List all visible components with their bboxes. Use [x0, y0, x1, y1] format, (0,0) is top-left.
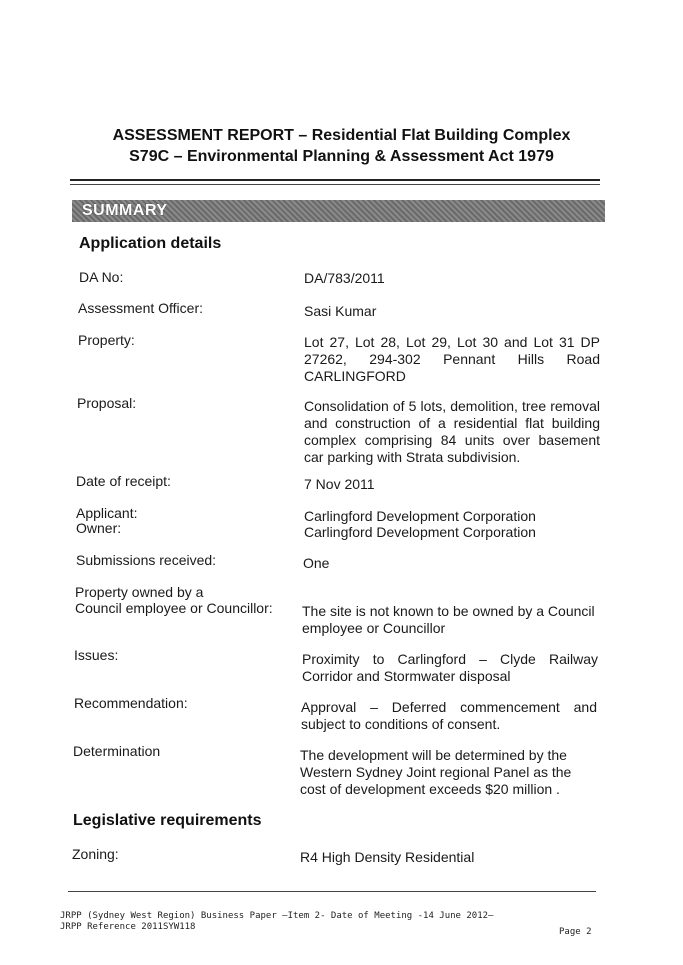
zoning-label: Zoning: — [72, 846, 119, 862]
footer-rule — [68, 891, 596, 892]
determination-label: Determination — [73, 743, 161, 759]
recommendation-label: Recommendation: — [74, 695, 188, 711]
title-rule-thick — [70, 179, 600, 181]
date-of-receipt-label: Date of receipt: — [76, 473, 171, 489]
page-number: Page 2 — [559, 927, 592, 937]
summary-label: SUMMARY — [82, 202, 168, 219]
owner-label: Owner: — [76, 520, 122, 536]
proposal-label: Proposal: — [77, 395, 137, 411]
assessment-officer-label: Assessment Officer: — [78, 300, 204, 316]
recommendation-value: Approval – Deferred commencement and subject to conditions of consent. — [301, 699, 597, 732]
proposal-value: Consolidation of 5 lots, demolition, tree removal and construction of a residential flat building complex comprising 84 units over basement car parking with Strata subdivision. — [304, 398, 600, 465]
footer-line-1: JRPP (Sydney West Region) Business Paper –Item 2- Date of Meeting -14 June 2012– — [60, 911, 494, 921]
owner-value: Carlingford Development Corporation — [304, 524, 536, 540]
report-title-line-1: ASSESSMENT REPORT – Residential Flat Building Complex — [112, 127, 571, 144]
summary-banner — [72, 200, 605, 222]
issues-label: Issues: — [74, 647, 119, 663]
da-no-label: DA No: — [79, 269, 124, 285]
submissions-label: Submissions received: — [76, 552, 217, 568]
property-label: Property: — [78, 332, 135, 348]
property-owned-label-line-1: Property owned by a — [75, 584, 204, 600]
da-no-value: DA/783/2011 — [304, 270, 385, 286]
legislative-requirements-heading: Legislative requirements — [73, 812, 262, 829]
property-owned-label-line-2: Council employee or Councillor: — [75, 600, 273, 616]
determination-value: The development will be determined by the Western Sydney Joint regional Panel as the cost of development exceeds $20 million . — [300, 747, 572, 797]
title-rule-thin — [70, 184, 600, 185]
footer-line-2: JRPP Reference 2011SYW118 — [60, 922, 196, 932]
issues-value: Proximity to Carlingford – Clyde Railway Corridor and Stormwater disposal — [302, 651, 598, 684]
applicant-label: Applicant: — [76, 505, 138, 521]
applicant-value: Carlingford Development Corporation — [304, 508, 536, 524]
report-title-line-2: S79C – Environmental Planning & Assessment Act 1979 — [129, 148, 554, 165]
property-value: Lot 27, Lot 28, Lot 29, Lot 30 and Lot 31 DP 27262, 294-302 Pennant Hills Road CARLINGFORD — [304, 334, 600, 384]
application-details-heading: Application details — [79, 235, 222, 252]
submissions-value: One — [303, 555, 330, 571]
property-owned-value: The site is not known to be owned by a Council employee or Councillor — [302, 603, 595, 636]
assessment-officer-value: Sasi Kumar — [304, 303, 377, 319]
date-of-receipt-value: 7 Nov 2011 — [304, 476, 375, 492]
zoning-value: R4 High Density Residential — [300, 849, 475, 865]
